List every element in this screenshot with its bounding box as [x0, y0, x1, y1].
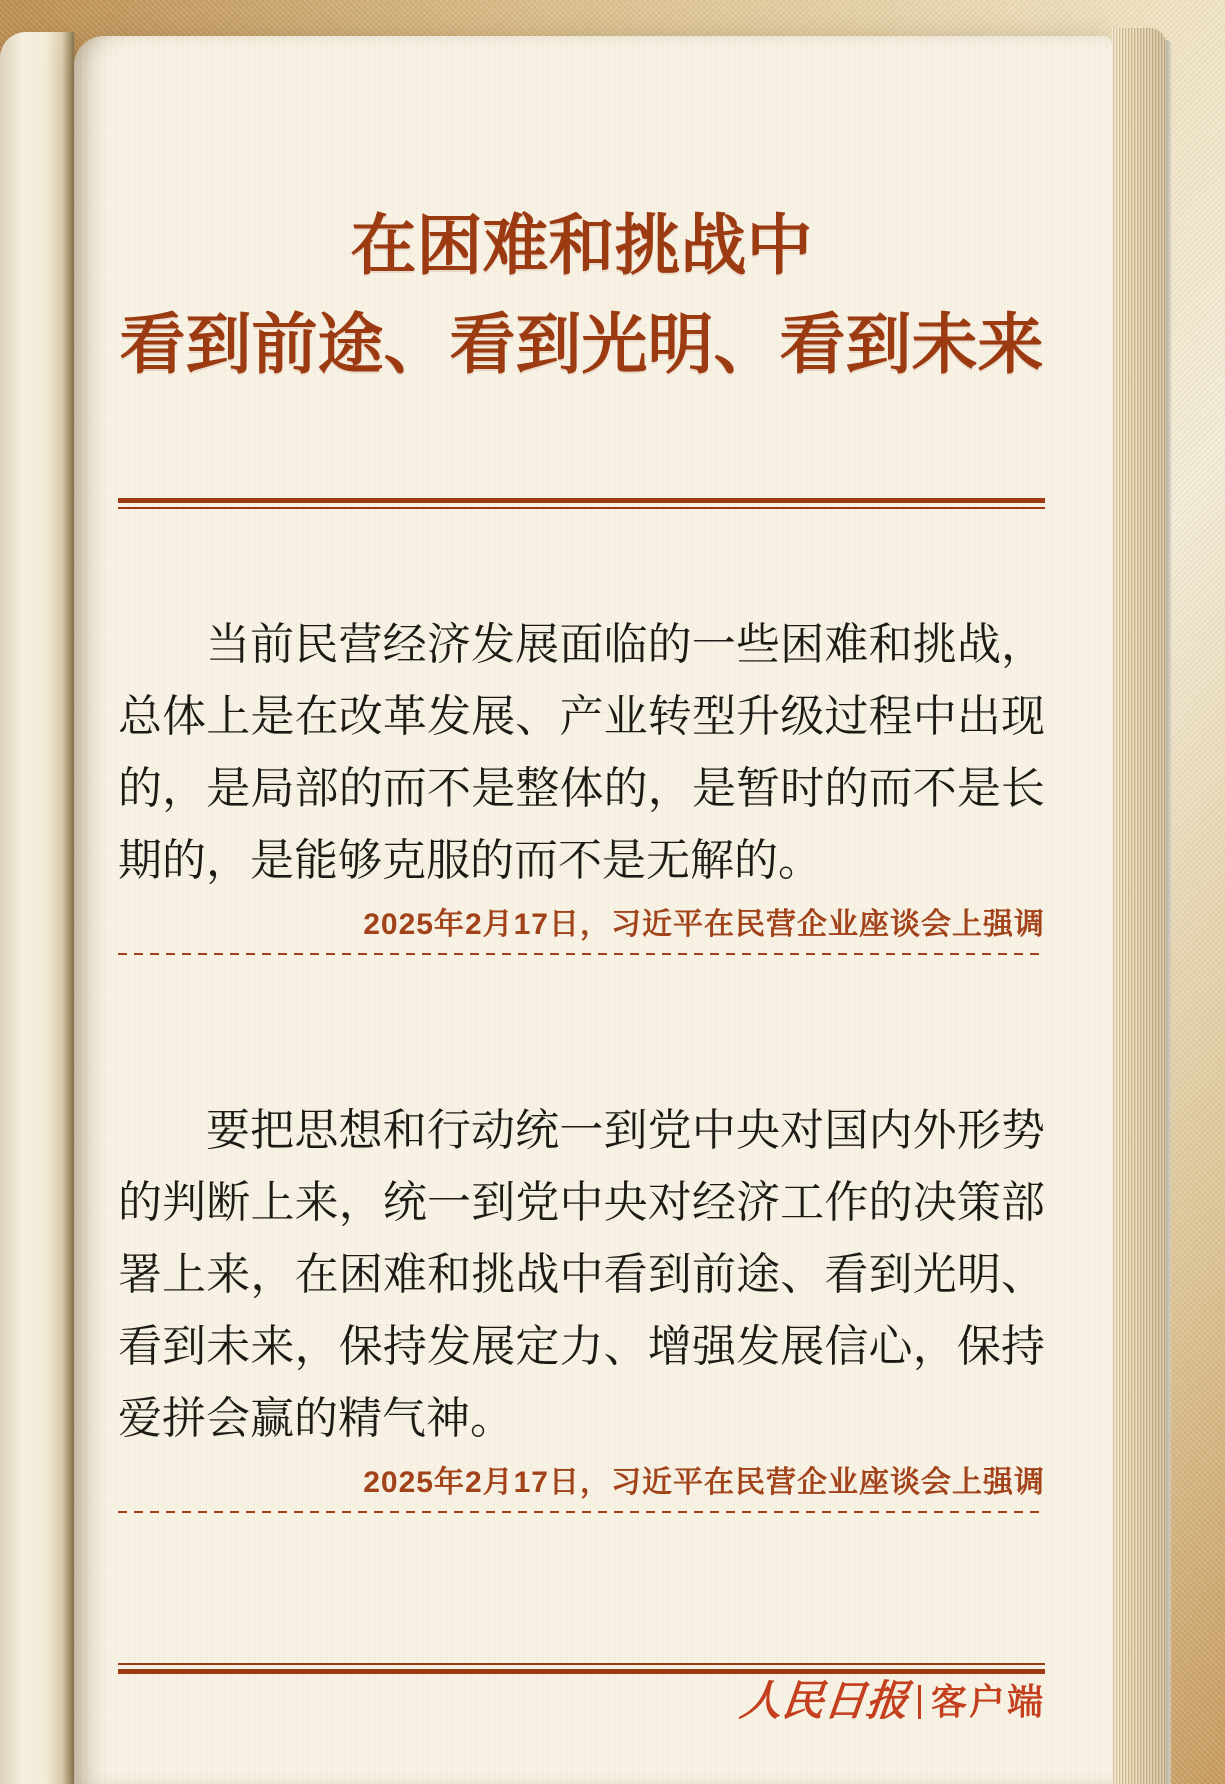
title-divider: [118, 498, 1045, 509]
peoples-daily-logo: [118, 1680, 1045, 1724]
quote-1-dashed-rule: [118, 953, 1045, 955]
book-page-edges: [1112, 28, 1166, 1784]
page-title: [118, 196, 1045, 394]
book-left-page-curl: [0, 32, 74, 1784]
logo-divider-bar-icon: [918, 1685, 921, 1719]
page-title-line1: 在困难和挑战中: [350, 208, 813, 283]
page-content: [118, 36, 1045, 1724]
quote-2-dashed-rule: [118, 1511, 1045, 1513]
peoples-daily-wordmark: 人民日报: [737, 1679, 911, 1726]
title-divider-thick-line: [118, 498, 1045, 503]
quote-1-attribution: 2025年2月17日，习近平在民营企业座谈会上强调: [363, 908, 1045, 942]
quote-1-text: 当前民营经济发展面临的一些困难和挑战，总体上是在改革发展、产业转型升级过程中出现的，是局部的而不是整体的，是暂时的而不是长期的，是能够克服的而不是无解的。: [118, 620, 1045, 886]
quote-block-2: [118, 1095, 1045, 1513]
quote-2-attribution: 2025年2月17日，习近平在民营企业座谈会上强调: [363, 1466, 1045, 1500]
title-divider-thin-line: [118, 507, 1045, 509]
book-page: [74, 36, 1112, 1784]
book-cover-edge: [1166, 40, 1172, 1784]
page-title-line2: 看到前途、看到光明、看到未来: [119, 307, 1044, 382]
footer-divider: [118, 1663, 1045, 1674]
quote-block-1: [118, 609, 1045, 955]
footer-divider-thin-line: [118, 1663, 1045, 1665]
footer-divider-thick-line: [118, 1669, 1045, 1674]
client-app-label: 客户端: [930, 1681, 1045, 1723]
quote-2-text: 要把思想和行动统一到党中央对国内外形势的判断上来，统一到党中央对经济工作的决策部署上来，在困难和挑战中看到前途、看到光明、看到未来，保持发展定力、增强发展信心，保持爱拼会赢的精气神。: [118, 1106, 1045, 1444]
